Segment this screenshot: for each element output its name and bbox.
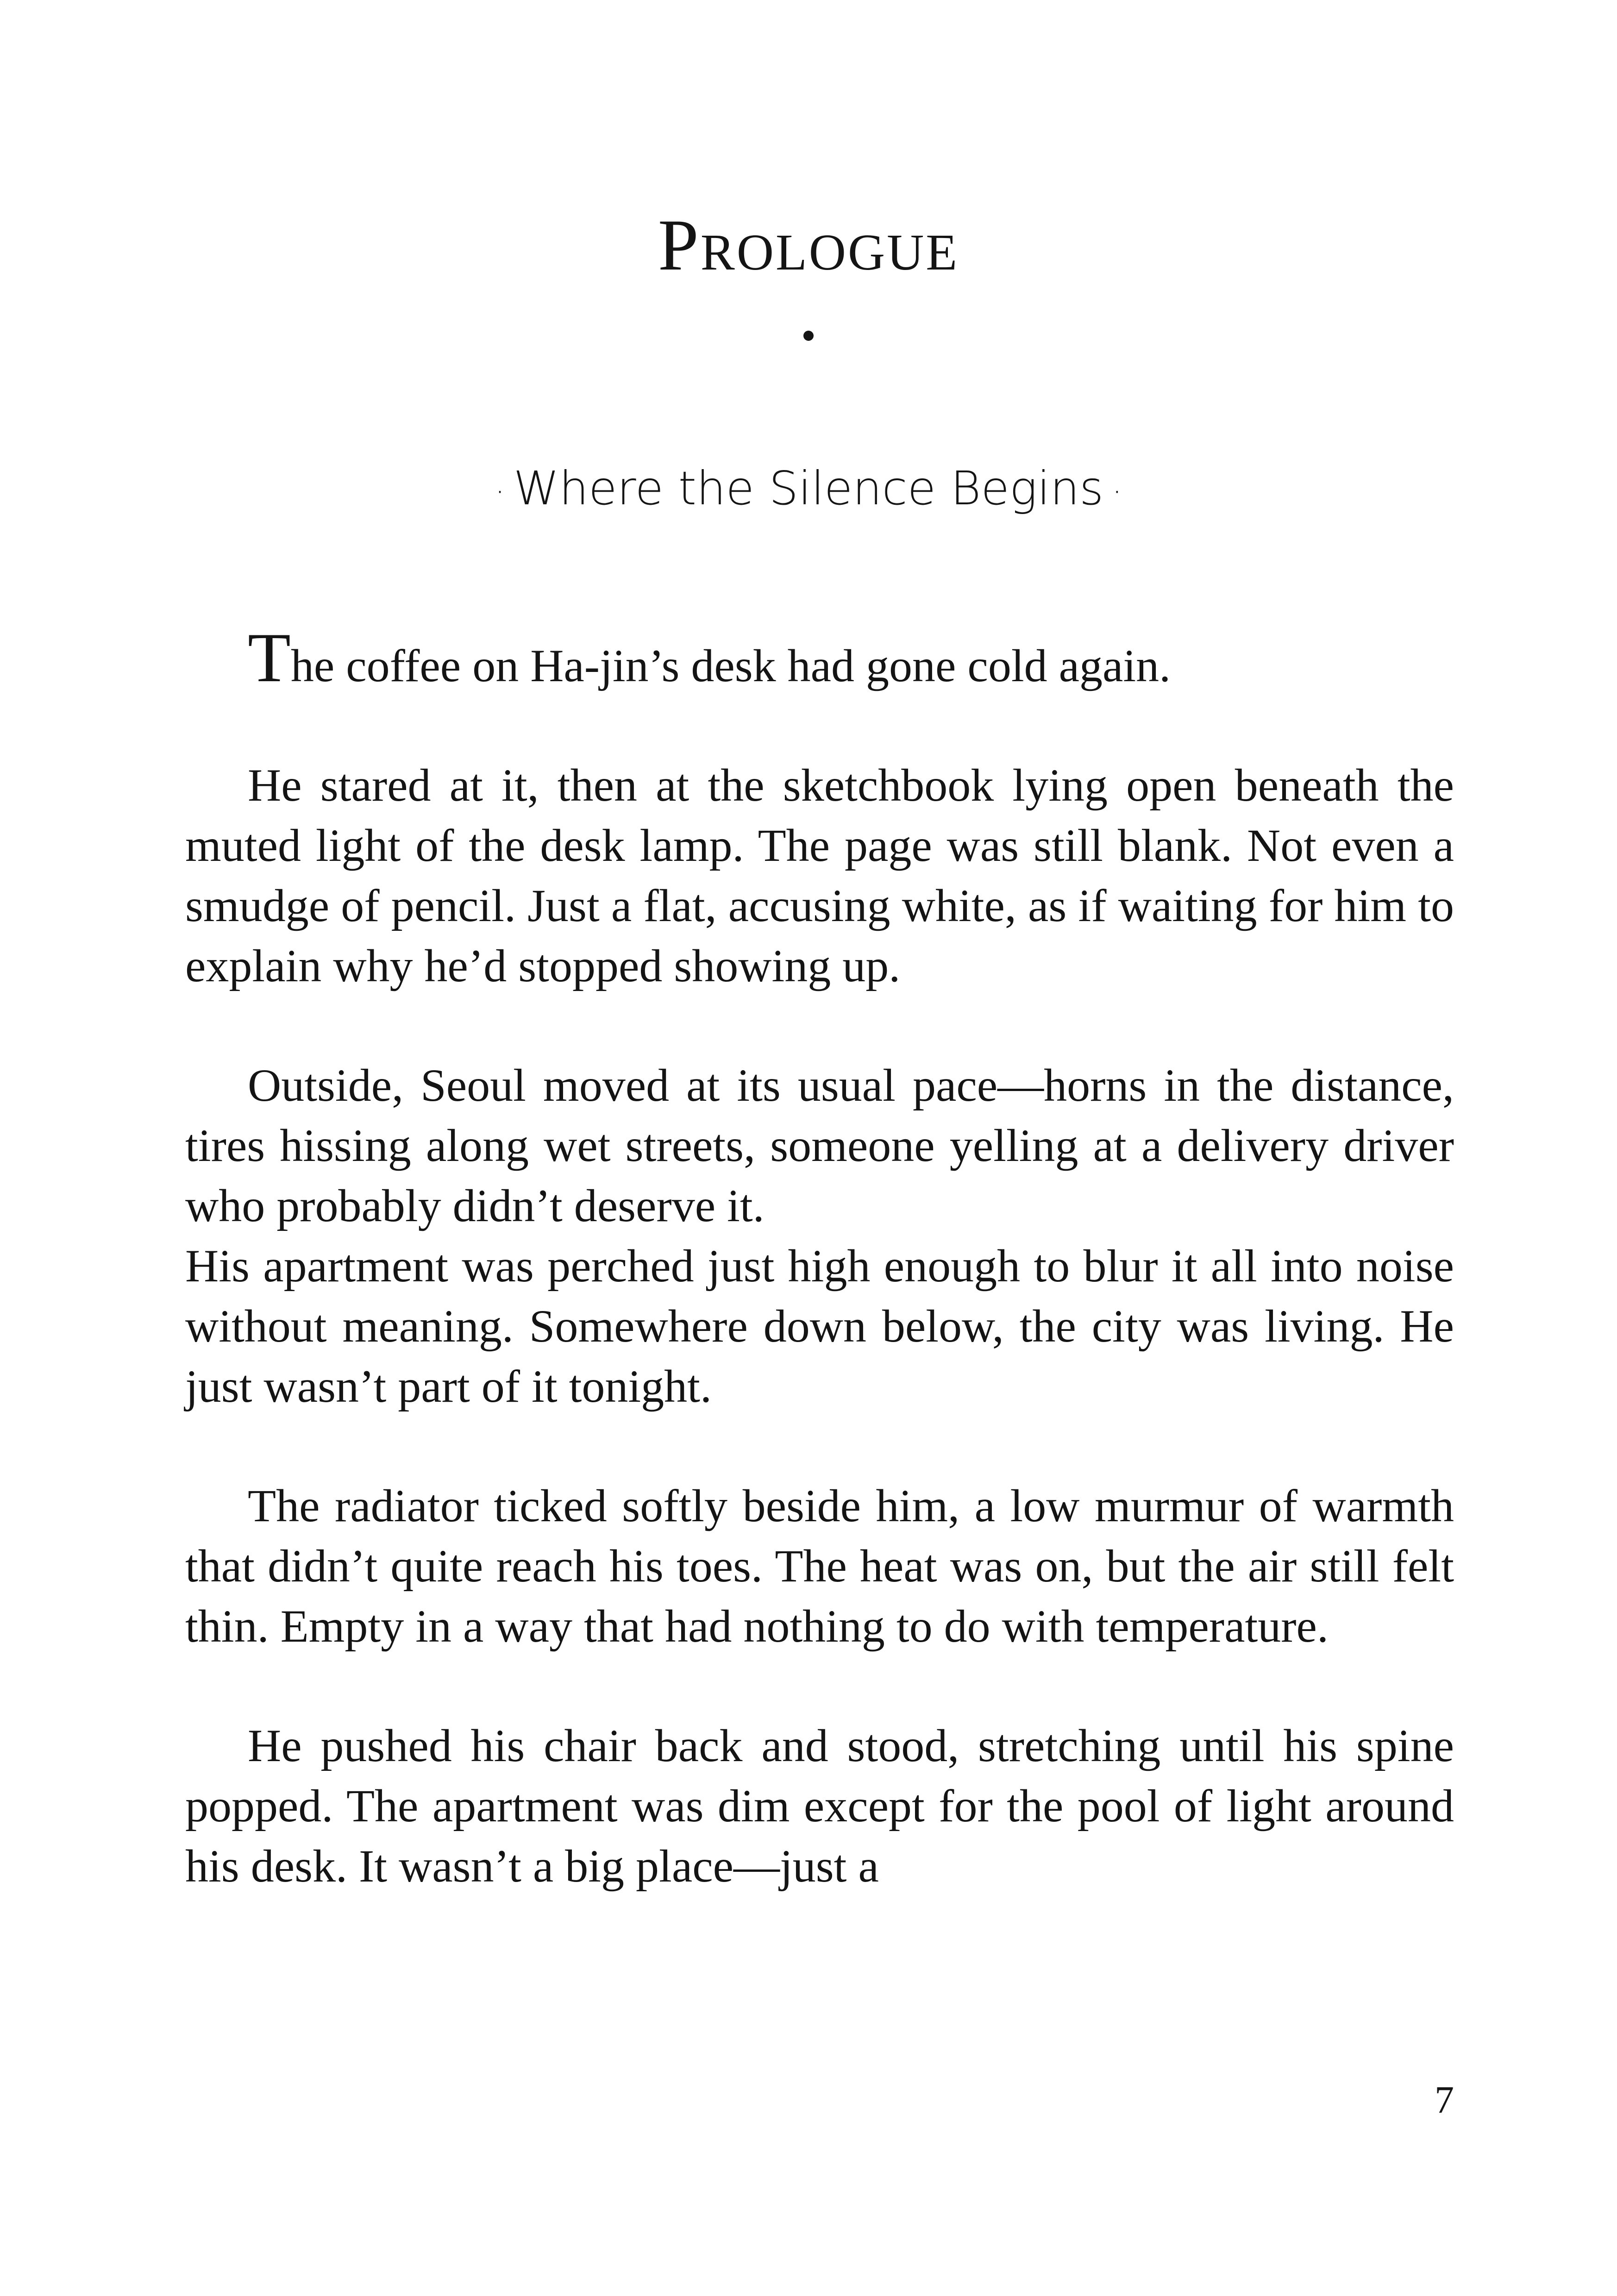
paragraph: [185, 1716, 1454, 1896]
chapter-subtitle-line: [0, 456, 1617, 524]
paragraph-text: He pushed his chair back and stood, stretching until his spine popped. The apartment was dim except for the pool of light around his desk. It wasn’t a big place—just a: [185, 1720, 1454, 1892]
title-ornament-dot: [803, 331, 814, 341]
chapter-body: [185, 619, 1454, 1956]
paragraph-text: he coffee on Ha-jin’s desk had gone cold again.: [290, 640, 1171, 691]
paragraph: [185, 755, 1454, 996]
chapter-subtitle: Where the Silence Begins: [513, 461, 1104, 515]
paragraph: [185, 619, 1454, 696]
subtitle-right-dot: ·: [1112, 472, 1122, 511]
paragraph-continuation: His apartment was perched just high enough to blur it all into noise without meaning. Somewhere down below, the city was living. He just wasn’t part of it tonight.: [185, 1240, 1454, 1412]
page-number: 7: [1435, 2078, 1454, 2121]
paragraph: [185, 1476, 1454, 1656]
paragraph-text: The radiator ticked softly beside him, a low murmur of warmth that didn’t quite reach his toes. The heat was on, but the air still felt thin. Empty in a way that had nothing to do with temperature.: [185, 1480, 1454, 1652]
paragraph: [185, 1055, 1454, 1417]
subtitle-left-dot: ·: [495, 472, 505, 511]
paragraph-text: Outside, Seoul moved at its usual pace—horns in the distance, tires hissing along wet streets, someone yelling at a delivery driver who probably didn’t deserve it.: [185, 1060, 1454, 1231]
chapter-title: Prologue: [658, 205, 959, 286]
paragraph-initial-letter: T: [248, 619, 291, 696]
paragraph-text: He stared at it, then at the sketchbook lying open beneath the muted light of the desk lamp. The page was still blank. Not even a smudge of pencil. Just a flat, accusing white, as if waiting for him to explain why he’d stopped showing up.: [185, 759, 1454, 991]
